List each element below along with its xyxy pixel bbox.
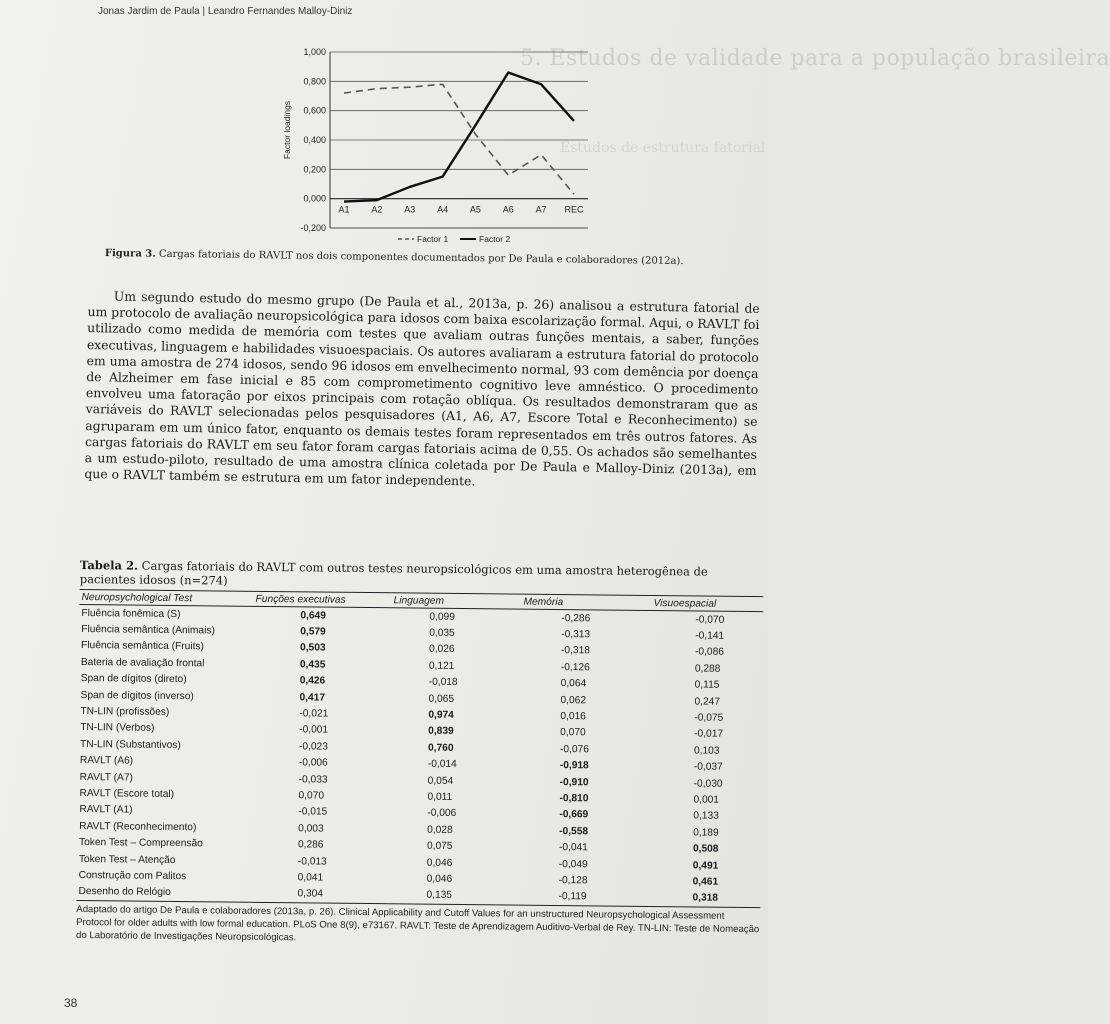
table-cell-value: 0,046	[426, 873, 453, 885]
y-tick-label: 0,200	[303, 164, 326, 175]
page-number: 38	[64, 996, 78, 1010]
header-memory: Memória	[521, 594, 651, 610]
table-cell-test: TN-LIN (Substantivos)	[79, 738, 181, 751]
table-cell-value: -0,037	[693, 761, 723, 773]
figure-caption	[105, 248, 760, 268]
table-cell-value: 0,016	[560, 711, 586, 723]
figure-caption-text: Cargas fatoriais do RAVLT nos dois componentes documentados por De Paula e colaboradores (2012a).	[158, 248, 684, 268]
table-cell-value: 0,579	[300, 626, 326, 638]
table-cell-value: -0,021	[299, 708, 329, 720]
table-cell-test: RAVLT (A6)	[79, 755, 134, 767]
y-tick-label: 0,600	[303, 105, 326, 116]
x-tick-label: A5	[469, 204, 481, 215]
table-cell-value: -0,669	[559, 809, 589, 821]
body-paragraph: Um segundo estudo do mesmo grupo (De Paula et al., 2013a, p. 26) analisou a estrutura fatorial de um protocolo de avaliação neuropsicológica para idosos com baixa escolarização formal. Aqui, o RAVLT foi utilizado como medida de memória com testes que avaliam outras funções mentais, a saber, funções executivas, linguagem e habilidades visuoespaciais. Os autores avaliaram a estrutura fatorial do protocolo em uma amostra de 274 idosos, sendo 96 idosos em envelhecimento normal, 93 com demência por doença de Alzheimer em fase inicial e 85 com comprometimento cognitivo leve amnéstico. O procedimento envolveu uma fatoração por eixos principais com rotação oblíqua. Os resultados demonstraram que as variáveis do RAVLT selecionadas pelos pesquisadores (A1, A6, A7, Escore Total e Reconhecimento) se agruparam em um único fator, enquanto os demais testes foram representados em três outros fatores. As cargas fatoriais do RAVLT em seu fator foram cargas fatoriais acima de 0,55. Os achados são semelhantes a um estudo-piloto, resultado de uma amostra clínica coletada por De Paula e Malloy-Diniz (2013a), em que o RAVLT também se estrutura em um fator independente.	[84, 288, 760, 489]
factor-loadings-table	[76, 589, 763, 908]
series-line-2	[344, 73, 574, 202]
table-cell-value: 0,003	[298, 823, 324, 835]
table-cell-value: -0,001	[299, 724, 329, 737]
table-cell-value: -0,126	[560, 661, 590, 674]
table-cell-value: -0,810	[559, 793, 589, 805]
table-cell-value: 0,417	[299, 691, 326, 704]
table-cell-test: RAVLT (A7)	[79, 771, 133, 784]
table-cell-value: -0,075	[694, 712, 724, 724]
table-cell-value: 0,435	[299, 659, 326, 671]
table-cell-value: -0,918	[559, 760, 589, 772]
table-cell-value: -0,006	[427, 808, 457, 820]
table-cell-test: Span de dígitos (direto)	[80, 673, 187, 686]
table-cell-value: -0,030	[693, 778, 723, 790]
table-cell-value: 0,011	[427, 791, 453, 803]
table-cell-value: -0,119	[518, 888, 648, 906]
table-cell-test: RAVLT (A1)	[79, 804, 133, 816]
y-tick-label: 1,000	[303, 47, 326, 57]
table-cell-value: 0,288	[694, 663, 721, 675]
table-cell-value: 0,103	[693, 745, 720, 757]
running-head: Jonas Jardim de Paula | Leandro Fernandes Malloy-Diniz	[98, 6, 353, 17]
header-language: Linguagem	[391, 593, 521, 609]
x-tick-label: A4	[437, 204, 449, 215]
table-cell-value: 0,062	[560, 694, 587, 706]
table-cell-test: TN-LIN (Verbos)	[80, 722, 155, 735]
legend-label: Factor 2	[479, 234, 511, 244]
table-cell-value: -0,910	[559, 776, 589, 788]
table-cell-test: Token Test – Atenção	[78, 853, 176, 866]
table-cell-test: Span de dígitos (inverso)	[80, 689, 194, 702]
legend-label: Factor 1	[417, 234, 449, 244]
y-tick-label: 0,000	[303, 193, 326, 204]
table-cell-test: Fluência semântica (Animais)	[81, 624, 215, 637]
table-cell-value: 0,649	[300, 609, 326, 622]
table-cell-value: -0,141	[695, 630, 725, 642]
table-cell-value: 0,121	[428, 660, 455, 672]
table-cell-value: -0,023	[298, 741, 328, 753]
table-cell-value: -0,128	[558, 874, 588, 887]
facing-page-heading: 5. Estudos de validade para a população brasileira	[520, 46, 1110, 71]
table-cell-value: 0,491	[692, 859, 719, 872]
table-cell-value: 0,041	[297, 872, 324, 884]
table-cell-value: 0,318	[648, 890, 760, 908]
table-cell-value: 0,035	[429, 627, 455, 640]
table-cell-value: -0,318	[560, 645, 590, 657]
table-cell-value: 0,115	[694, 679, 720, 691]
table-cell-value: -0,070	[695, 614, 725, 626]
table-cell-value: 0,064	[560, 678, 587, 690]
x-tick-label: A6	[502, 204, 514, 215]
facing-page-subheading: Estudos de estrutura fatorial	[560, 140, 766, 156]
table-cell-value: 0,839	[428, 726, 454, 738]
table-cell-value: 0,286	[297, 839, 324, 851]
table-cell-value: 0,974	[428, 709, 454, 721]
table-cell-value: -0,006	[298, 757, 328, 769]
table-cell-value: 0,070	[298, 790, 325, 802]
table-cell-value: 0,054	[427, 775, 454, 787]
header-test: Neuropsychological Test	[80, 589, 254, 606]
table-cell-value: 0,046	[426, 857, 453, 869]
table-cell-value: 0,065	[428, 693, 455, 705]
table-cell-value: 0,426	[299, 675, 326, 687]
table-cell-value: 0,135	[388, 887, 518, 905]
table-cell-value: 0,099	[429, 611, 455, 623]
table-cell-value: -0,013	[297, 855, 327, 868]
table-cell-test: Fluência fonêmica (S)	[81, 607, 181, 620]
table-cell-value: -0,041	[558, 842, 588, 854]
table-cell-test: Token Test – Compreensão	[78, 837, 203, 850]
table-title-text: Cargas fatoriais do RAVLT com outros testes neuropsicológicos em uma amostra heterogênea de pacientes idosos (n=274)	[79, 558, 708, 588]
table-cell-value: 0,461	[692, 876, 719, 888]
table-cell-test: Desenho do Relógio	[76, 884, 250, 903]
x-tick-label: A1	[338, 204, 350, 215]
y-axis-label: Factor loadings	[282, 100, 292, 160]
x-tick-label: A2	[371, 204, 383, 215]
table-cell-value: -0,018	[428, 676, 458, 689]
figure-caption-label: Figura 3.	[104, 248, 156, 260]
table-cell-value: 0,760	[427, 742, 454, 754]
table-cell-value: 0,304	[250, 885, 388, 903]
table-cell-value: 0,189	[693, 827, 719, 839]
table-cell-value: -0,014	[427, 758, 457, 771]
table-cell-value: 0,026	[429, 644, 455, 656]
series-line-1	[344, 84, 574, 194]
table-cell-value: 0,001	[693, 794, 720, 806]
table-cell-value: -0,313	[561, 629, 591, 641]
table-cell-value: 0,508	[692, 843, 719, 855]
table-cell-value: 0,028	[427, 824, 453, 836]
table-cell-value: 0,503	[300, 642, 326, 655]
table-block	[76, 558, 764, 949]
table-cell-test: Bateria de avaliação frontal	[80, 656, 205, 670]
table-cell-value: -0,286	[561, 612, 591, 625]
x-tick-label: A3	[404, 204, 416, 215]
table-cell-value: -0,033	[298, 773, 328, 786]
table-note: Adaptado do artigo De Paula e colaboradores (2013a, p. 26). Clinical Applicability and Cutoff Values for an unstructured Neuropsychological Assessment Protocol for older adults with low formal education. PLoS One 8(9), e73167. RAVLT: Teste de Aprendizagem Auditivo-Verbal de Rey. TN-LIN: Teste de Nomeação do Laboratório de Investigações Neuropsicológicas.	[75, 904, 760, 944]
table-cell-value: 0,133	[693, 810, 719, 823]
x-tick-label: REC	[564, 204, 584, 215]
y-tick-label: -0,200	[300, 223, 326, 233]
factor-loadings-chart	[270, 40, 600, 250]
table-cell-value: -0,049	[558, 858, 588, 870]
table-title-label: Tabela 2.	[79, 558, 139, 573]
y-tick-label: 0,800	[303, 76, 326, 87]
table-cell-value: 0,075	[426, 840, 453, 853]
header-executive: Funções executivas	[254, 591, 392, 607]
header-visuospatial: Visuoespacial	[651, 595, 763, 611]
table-cell-test: RAVLT (Escore total)	[79, 787, 175, 800]
table-cell-value: 0,247	[694, 696, 721, 708]
x-tick-label: A7	[535, 204, 547, 215]
table-cell-value: 0,070	[560, 727, 586, 739]
table-cell-value: -0,558	[559, 825, 589, 838]
table-cell-test: TN-LIN (profissões)	[80, 706, 170, 718]
table-cell-value: -0,015	[298, 806, 328, 818]
table-cell-value: -0,086	[694, 646, 724, 659]
table-cell-test: Fluência semântica (Fruits)	[81, 640, 204, 653]
table-cell-test: Construção com Palitos	[78, 869, 187, 883]
table-title	[80, 558, 764, 593]
table-cell-test: RAVLT (Reconhecimento)	[79, 820, 197, 833]
y-tick-label: 0,400	[303, 135, 326, 145]
table-cell-value: -0,076	[559, 743, 589, 756]
table-cell-value: -0,017	[694, 728, 724, 741]
